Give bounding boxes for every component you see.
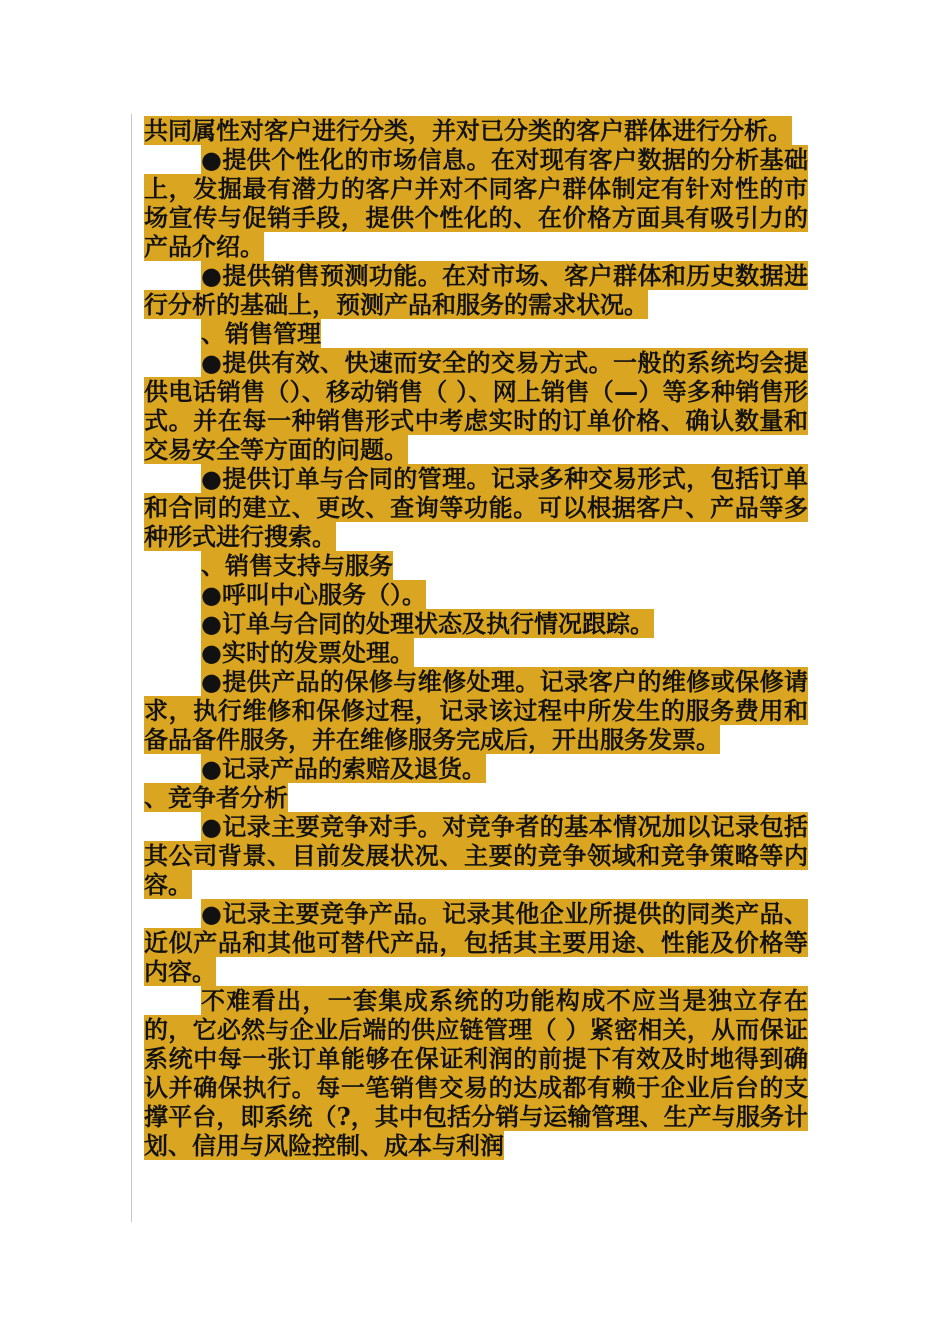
page-margin-line (131, 114, 132, 1222)
bullet-paragraph: ●实时的发票处理。 (201, 638, 414, 667)
bullet-paragraph: ●提供订单与合同的管理。记录多种交易形式，包括订单和合同的建立、更改、查询等功能。可以根据客户、产品等多种形式进行搜索。 (144, 464, 808, 551)
bullet-paragraph: ●记录主要竞争对手。对竞争者的基本情况加以记录包括其公司背景、目前发展状况、主要的竞争领域和竞争策略等内容。 (144, 812, 808, 899)
paragraph: 共同属性对客户进行分类，并对已分类的客户群体进行分析。 (144, 116, 792, 145)
bullet-paragraph: ●提供个性化的市场信息。在对现有客户数据的分析基础上，发掘最有潜力的客户并对不同客户群体制定有针对性的市场宣传与促销手段，提供个性化的、在价格方面具有吸引力的产品介绍。 (144, 145, 808, 261)
paragraph: 不难看出，一套集成系统的功能构成不应当是独立存在的，它必然与企业后端的供应链管理（ ）紧密相关，从而保证系统中每一张订单能够在保证利润的前提下有效及时地得到确认并确保执行。每一笔销售交易的达成都有赖于企业后台的支撑平台，即系统（?，其中包括分销与运输管理、生产与服务计划、信用与风险控制、成本与利润 (144, 986, 808, 1160)
bullet-paragraph: ●记录产品的索赔及退货。 (201, 754, 486, 783)
bullet-paragraph: ●提供销售预测功能。在对市场、客户群体和历史数据进行分析的基础上，预测产品和服务的需求状况。 (144, 261, 808, 319)
section-heading: 、销售管理 (201, 319, 321, 348)
bullet-paragraph: ●提供有效、快速而安全的交易方式。一般的系统均会提供电话销售（）、移动销售（ ）、网上销售（—）等多种销售形式。并在每一种销售形式中考虑实时的订单价格、确认数量和交易安全等方面的问题。 (144, 348, 808, 464)
section-heading: 、竞争者分析 (144, 783, 288, 812)
bullet-paragraph: ●订单与合同的处理状态及执行情况跟踪。 (201, 609, 654, 638)
section-heading: 、销售支持与服务 (201, 551, 393, 580)
bullet-paragraph: ●记录主要竞争产品。记录其他企业所提供的同类产品、近似产品和其他可替代产品，包括其主要用途、性能及价格等内容。 (144, 899, 808, 986)
document-body (144, 116, 808, 1160)
bullet-paragraph: ●呼叫中心服务（）。 (201, 580, 426, 609)
bullet-paragraph: ●提供产品的保修与维修处理。记录客户的维修或保修请求，执行维修和保修过程，记录该过程中所发生的服务费用和备品备件服务，并在维修服务完成后，开出服务发票。 (144, 667, 808, 754)
